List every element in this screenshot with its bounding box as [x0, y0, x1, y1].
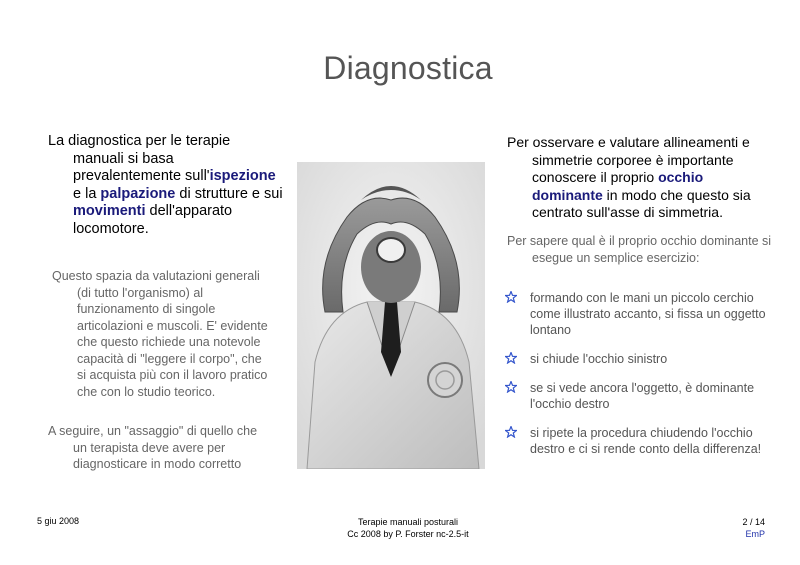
- blue-star-icon: [505, 291, 517, 303]
- list-item: [505, 290, 785, 338]
- blue-star-icon: [505, 381, 517, 393]
- keyword-occhio-dominante: occhio dominante: [532, 169, 704, 203]
- keyword-palpazione: palpazione: [100, 185, 176, 202]
- step-text: si ripete la procedura chiudendo l'occhio destro e ci si rende conto della differenza!: [530, 426, 762, 456]
- gray-text: A seguire, un "assaggio" di quello che un terapista deve avere per diagnosticare in modo corretto: [48, 424, 258, 471]
- page-number: 2 / 14: [742, 517, 765, 527]
- footer-copyright: Cc 2008 by P. Forster nc-2.5-it: [347, 529, 469, 539]
- left-gray-paragraph: [52, 268, 274, 400]
- gray-text: Per sapere qual è il proprio occhio dominante si esegue un semplice esercizio:: [507, 234, 772, 265]
- step-text: se si vede ancora l'oggetto, è dominante l'occhio destro: [530, 381, 755, 411]
- list-item: [505, 351, 785, 367]
- right-gray-paragraph: [507, 233, 772, 266]
- footer-center: [300, 516, 516, 540]
- intro-text: La diagnostica per le terapie manuali si basa prevalentemente sull': [48, 133, 231, 184]
- left-gray-paragraph-2: [48, 423, 270, 473]
- brand-mark: EmP: [745, 529, 765, 539]
- slide-title: Diagnostica: [323, 50, 493, 86]
- gray-text: Questo spazia da valutazioni generali (di tutto l'organismo) al funzionamento di singole articolazioni e muscoli. E' evidente che questo richiede una notevole capacità di "leggere il corpo", che si acquista più con il lavoro pratico che con lo studio teorico.: [52, 269, 268, 399]
- list-item: [505, 380, 785, 412]
- right-intro-paragraph: [507, 134, 772, 222]
- footer-date: 5 giu 2008: [37, 516, 80, 526]
- step-text: formando con le mani un piccolo cerchio come illustrato accanto, si fissa un oggetto lontano: [530, 291, 766, 337]
- left-intro-paragraph: [48, 133, 283, 238]
- intro-text: in modo che questo sia centrato sull'asse di simmetria.: [532, 186, 751, 220]
- step-text: si chiude l'occhio sinistro: [530, 352, 668, 366]
- keyword-ispezione: ispezione: [209, 168, 276, 184]
- intro-text: e la: [73, 185, 101, 202]
- dominant-eye-photo: [297, 162, 485, 469]
- footer-page: [720, 516, 765, 540]
- intro-text: Per osservare e valutare allineamenti e simmetrie corporee è importante conoscere il proprio: [507, 134, 750, 185]
- footer-course-title: Terapie manuali posturali: [357, 517, 459, 527]
- exercise-steps-list: [505, 290, 785, 470]
- intro-text: dell'apparato locomotore.: [73, 203, 233, 237]
- blue-star-icon: [505, 352, 517, 364]
- intro-text: di strutture e sui: [175, 185, 283, 202]
- list-item: [505, 425, 785, 457]
- blue-star-icon: [505, 426, 517, 438]
- keyword-movimenti: movimenti: [73, 203, 146, 219]
